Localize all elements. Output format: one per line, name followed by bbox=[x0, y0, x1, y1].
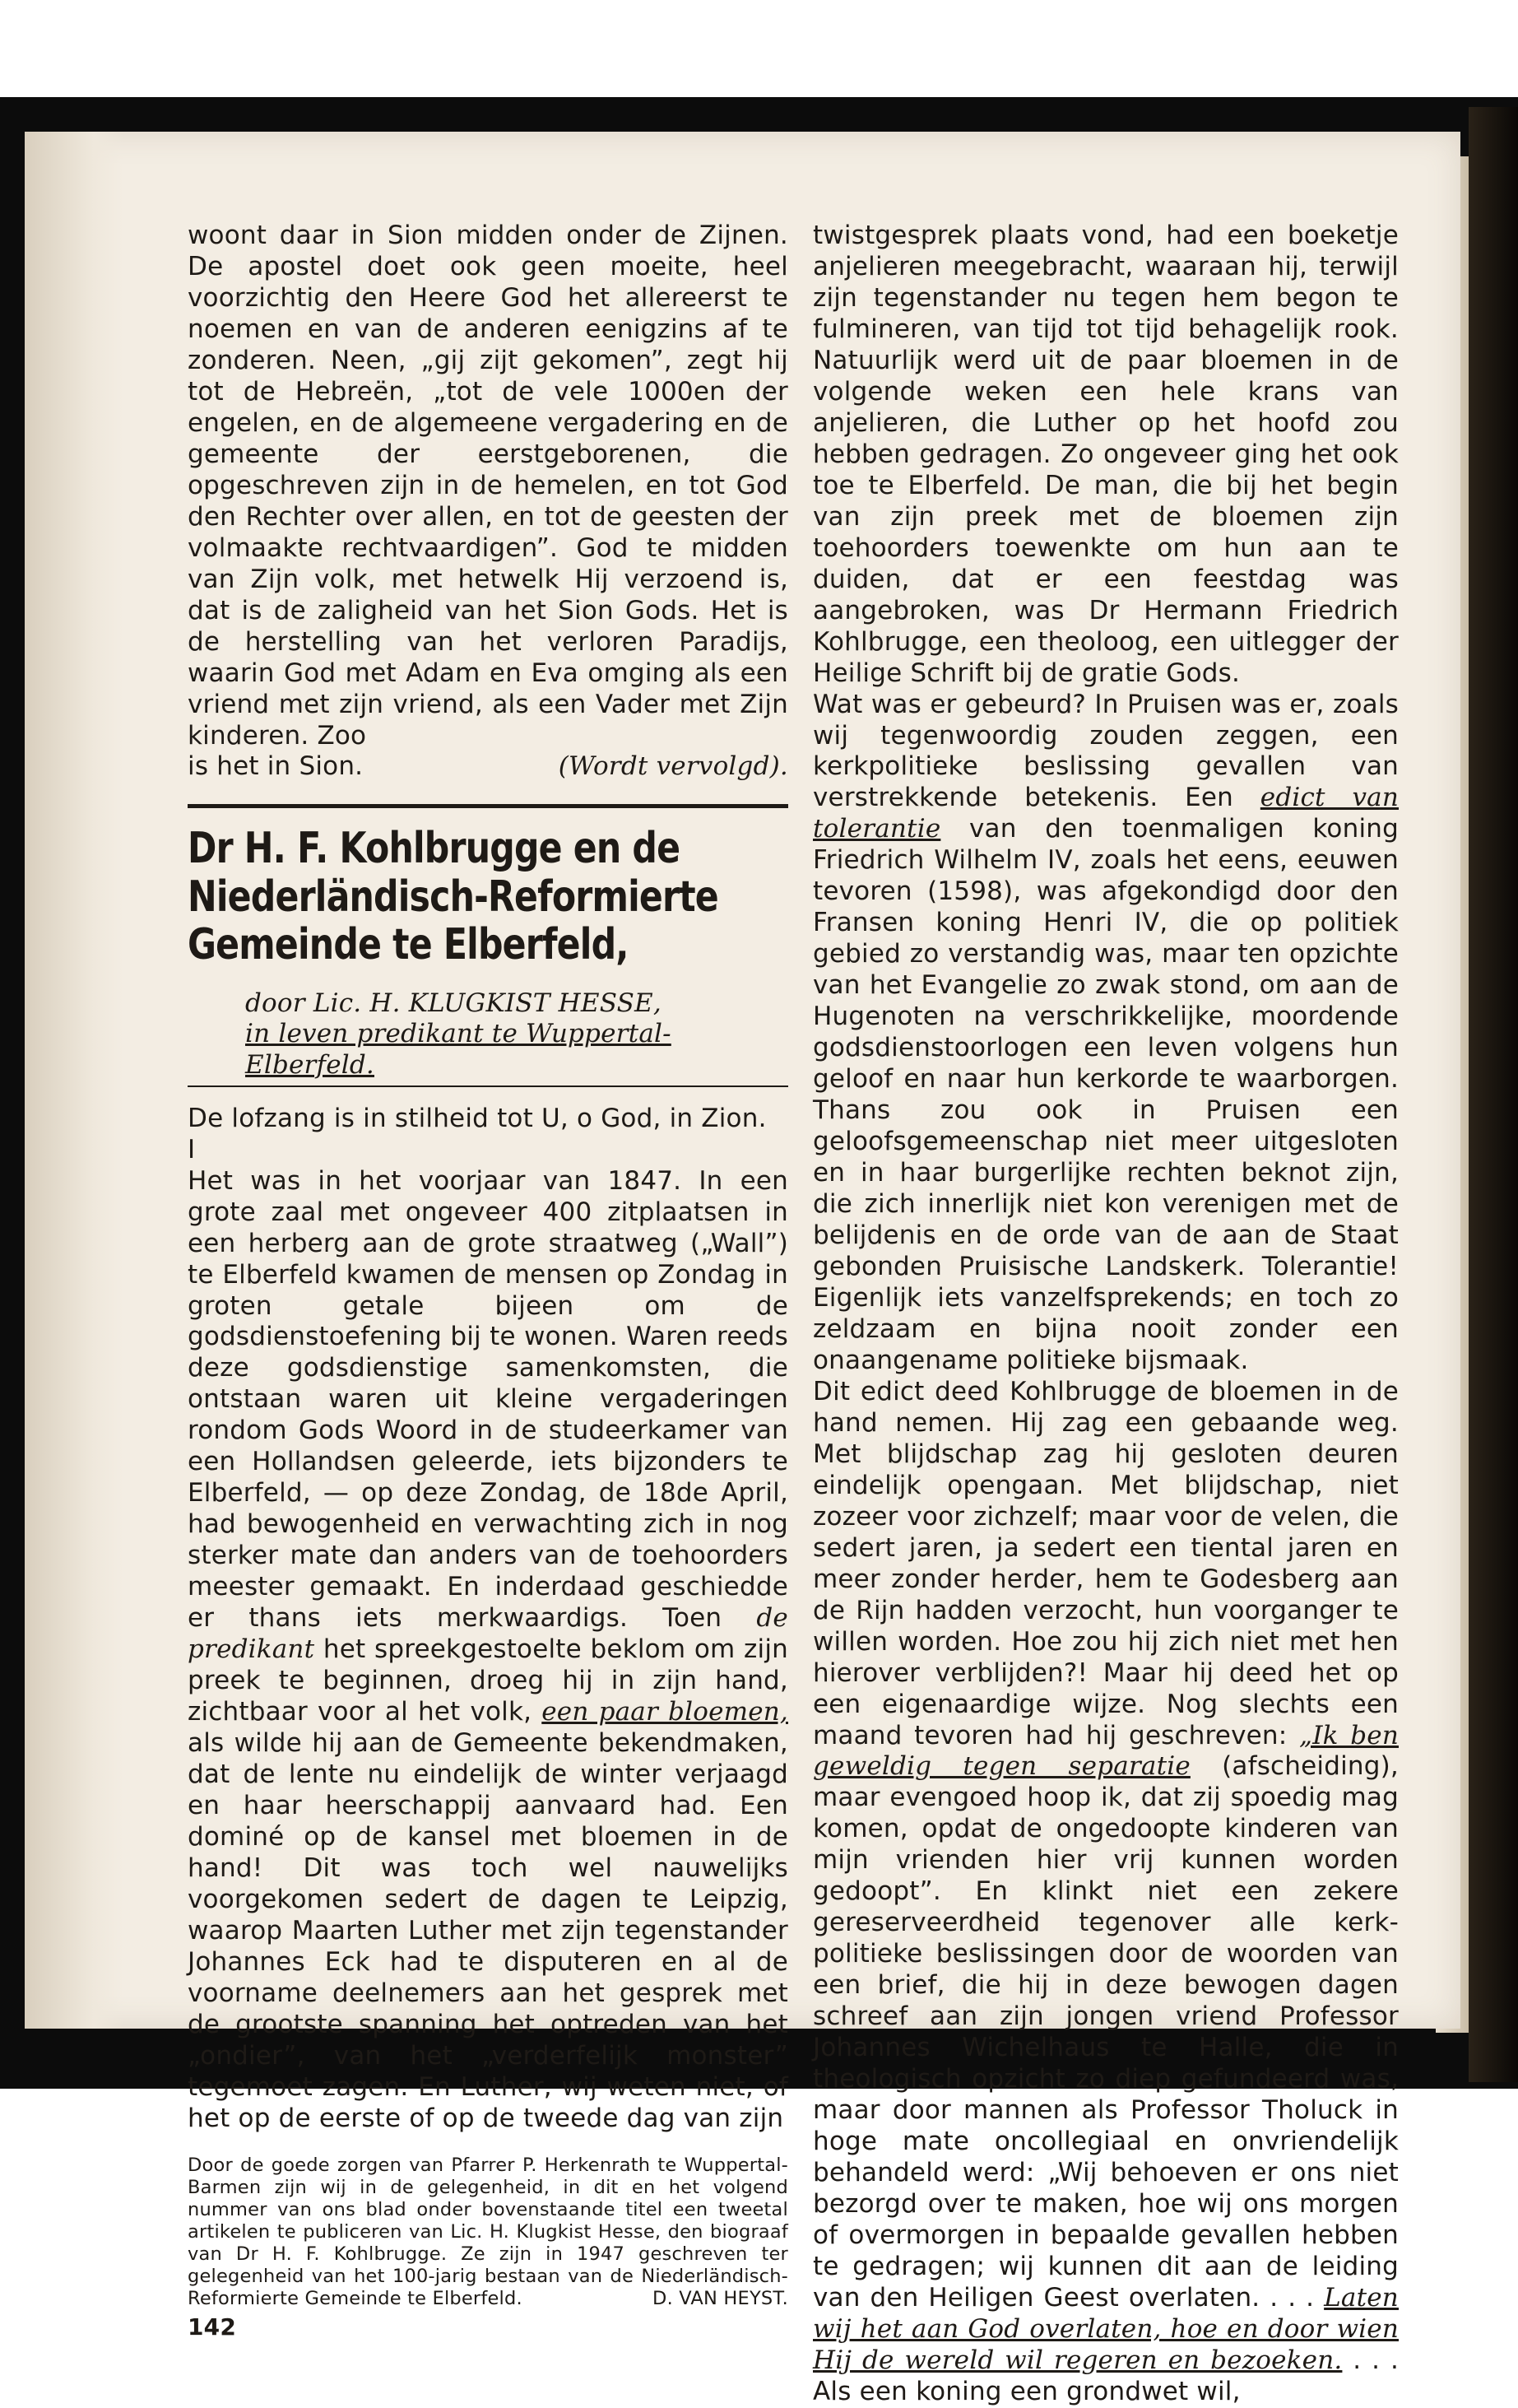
editor-footnote bbox=[188, 2155, 788, 2310]
article-body-left bbox=[188, 1166, 788, 2135]
p3-emphasis-overlaten: Laten wij het aan God overlaten, hoe en door wien Hij de wereld wil regeren en bezoeken. bbox=[813, 2282, 1399, 2375]
left-column bbox=[188, 221, 788, 2341]
p2-part-2: van den toenmaligen koning Friedrich Wilhelm IV, zoals het eens, eeuwen tevoren (1598), was afgekondigd door den Fransen koning Henri IV, die op politiek gebied zo verstandig was, maar ten opzichte van het Evangelie zo zwak stond, om aan de Hugenoten na verschrikkelijke, moordende godsdienstoorlogen een leven volgens hun geloof en naar hun kerkorde te waarborgen. Thans zou ook in Pruisen een geloofsgemeenschap niet meer uitgesloten en in haar burgerlijke rechten beknot zijn, die zich innerlijk niet kon verenigen met de belijdenis en de orde van de aan de Staat gebonden Pruisische Landskerk. Tolerantie! Eigenlijk iets vanzelfsprekends; en toch zo zeldzaam en bijna nooit zonder een onaangename politieke bijsmaak. bbox=[813, 814, 1399, 1375]
section-divider bbox=[188, 804, 788, 808]
body-part-1: Het was in het voorjaar van 1847. In een grote zaal met ongeveer 400 zitplaatsen in een herberg aan de grote straatweg („Wall”) te Elberfeld kwamen de mensen op Zondag in groten getale bijeen om de godsdienstoefening bij te wonen. Waren reeds deze godsdienstige samenkomsten, die ontstaan waren uit kleine vergaderingen rondom Gods Woord in de studeerkamer van een Hollandsen geleerde, iets bijzonders te Elberfeld, — op deze Zondag, de 18de April, had bewogenheid en verwachting zich in nog sterker mate dan anders van de toehoorders meester gemaakt. En inderdaad geschiedde er thans iets merkwaardigs. Toen bbox=[188, 1165, 788, 1634]
p2-part-1: Wat was er gebeurd? In Pruisen was er, zoals wij tegenwoordig zouden zeggen, een kerkpolitieke beslissing gevallen van verstrekkende betekenis. Een bbox=[813, 689, 1399, 813]
continuation-text: woont daar in Sion midden onder de Zijnen. De apostel doet ook geen moeite, heel voorzichtig den Heere God het allereerst te noemen en van de anderen eenigzins af te zonderen. Neen, „gij zijt gekomen”, zegt hij tot de Hebreën, „tot de vele 1000en der engelen, en de algemeene vergadering en de gemeente der eerstgeborenen, die opgeschreven zijn in de hemelen, en tot God den Rechter over allen, en tot de geesten der volmaakte rechtvaardigen”. God te midden van Zijn volk, met hetwelk Hij verzoend is, dat is de zaligheid van het Sion Gods. Het is de herstelling van het verloren Paradijs, waarin God met Adam en Eva omging als een vriend met zijn vriend, als een Vader met Zijn kinderen. Zoo bbox=[188, 221, 788, 751]
byline-author: door Lic. H. KLUGKIST HESSE, bbox=[245, 988, 662, 1019]
continuation-last-line: is het in Sion. bbox=[188, 751, 364, 782]
body-emphasis-bloemen: een paar bloemen, bbox=[541, 1697, 788, 1727]
motto: De lofzang is in stilheid tot U, o God, in Zion. bbox=[188, 1103, 767, 1133]
page-gutter-shadow bbox=[25, 132, 123, 2029]
to-be-continued-note: (Wordt vervolgd). bbox=[558, 751, 788, 782]
p2-emphasis-edict: edict van tolerantie bbox=[813, 783, 1400, 844]
right-paragraph-1: twistgesprek plaats vond, had een boeketje anjelieren meegebracht, waaraan hij, terwijl zijn tegenstander nu tegen hem begon te fulmineren, van tijd tot tijd behagelijk rook. Natuurlijk werd uit de paar bloemen in de volgende weken een hele krans van anjelieren, die Luther op het hoofd zou hebben gedragen. Zo ongeveer ging het ook toe te Elberfeld. De man, die bij het begin van zijn preek met de bloemen zijn toehoorders toewenkte om hun aan te duiden, dat er een feestdag was aangebroken, was Dr Hermann Friedrich Kohlbrugge, een theoloog, een uitlegger der Heilige Schrift bij de gratie Gods. bbox=[813, 221, 1399, 688]
body-emphasis-predikant: de predikant bbox=[188, 1603, 788, 1665]
footnote-signature: D. VAN HEYST. bbox=[652, 2287, 788, 2309]
book-binding bbox=[1469, 107, 1518, 2082]
section-number: I bbox=[188, 1134, 196, 1164]
byline-divider bbox=[188, 1085, 788, 1087]
footnote-text: Door de goede zorgen van Pfarrer P. Herkenrath te Wuppertal-Barmen zijn wij in de gelegenheid, in dit en het volgend nummer van ons blad onder bovenstaande titel een tweetal artikelen te publiceren van Lic. H. Klugkist Hesse, den biograaf van Dr H. F. Kohlbrugge. Ze zijn in 1947 geschreven ter gelegenheid van het 100-jarig bestaan van de Niederländisch-Reformierte Gemeinde te Elberfeld. bbox=[188, 2154, 788, 2309]
p3-part-1: Dit edict deed Kohlbrugge de bloemen in de hand nemen. Hij zag een gebaande weg. Met blijdschap zag hij gesloten deuren eindelijk opengaan. Met blijdschap, niet zozeer voor zichzelf; maar voor de velen, die sedert jaren, ja sedert een tiental jaren en meer zonder herder, hem te Godesberg aan de Rijn hadden verzocht, hun voorganger te willen worden. Hoe zou hij zich niet met hen hierover verblijden?! Maar hij deed het op een eigenaardige wijze. Nog slechts een maand tevoren had hij geschreven: bbox=[813, 1376, 1399, 1750]
article-title: Dr H. F. Kohlbrugge en de Niederländisch-Reformierte Gemeinde te Elberfeld, bbox=[188, 824, 718, 969]
page-number: 142 bbox=[188, 2313, 237, 2341]
body-part-2: het spreekgestoelte beklom om zijn preek te beginnen, droeg hij in zijn hand, zichtbaar voor al het volk, bbox=[188, 1634, 788, 1727]
right-column bbox=[813, 221, 1399, 2408]
right-paragraph-2 bbox=[813, 690, 1399, 1377]
body-part-3: als wilde hij aan de Gemeente bekendmaken, dat de lente nu eindelijk de winter verjaagd en haar heerschappij aanvaard had. Een dominé op de kansel met bloemen in de hand! Dit was toch wel nauwelijks voorgekomen sedert de dagen te Leipzig, waarop Maarten Luther met zijn tegenstander Johannes Eck had te disputeren en al de voorname deelnemers aan het gesprek met de grootste spanning het optreden van het „ondier”, van het „verderfelijk monster” tegemoet zagen. En Luther, wij weten niet, of het op de eerste of op de tweede dag van zijn bbox=[188, 1728, 788, 2133]
right-paragraph-3 bbox=[813, 1377, 1399, 2408]
p3-part-3: . . . Als een koning een grondwet wil, bbox=[813, 2345, 1400, 2406]
continuation-end-line bbox=[188, 751, 788, 783]
byline-role: in leven predikant te Wuppertal-Elberfeld. bbox=[245, 1019, 671, 1080]
p3-emphasis-separatie: „Ik ben geweldig tegen separatie bbox=[813, 1720, 1399, 1782]
byline bbox=[245, 988, 788, 1081]
p3-part-2: (afscheiding), maar evengoed hoop ik, dat zij spoedig mag komen, opdat de ongedoopte kinderen van mijn vrienden hier vrij kunnen worden gedoopt”. En klinkt niet een zekere gereserveerdheid tegenover alle kerk-politieke beslissingen door de woorden van een brief, die hij in deze bewogen dagen schreef aan zijn jongen vriend Professor Johannes Wichelhaus te Halle, die in theologisch opzicht zo diep gefundeerd was, maar door mannen als Professor Tholuck in hoge mate oncollegiaal en onvriendelijk behandeld werd: „Wij behoeven er ons niet bezorgd over te maken, hoe wij ons morgen of overmorgen in bepaalde gevallen hebben te gedragen; wij kunnen dit aan de leiding van den Heiligen Geest overlaten. . . . bbox=[813, 1751, 1399, 2313]
